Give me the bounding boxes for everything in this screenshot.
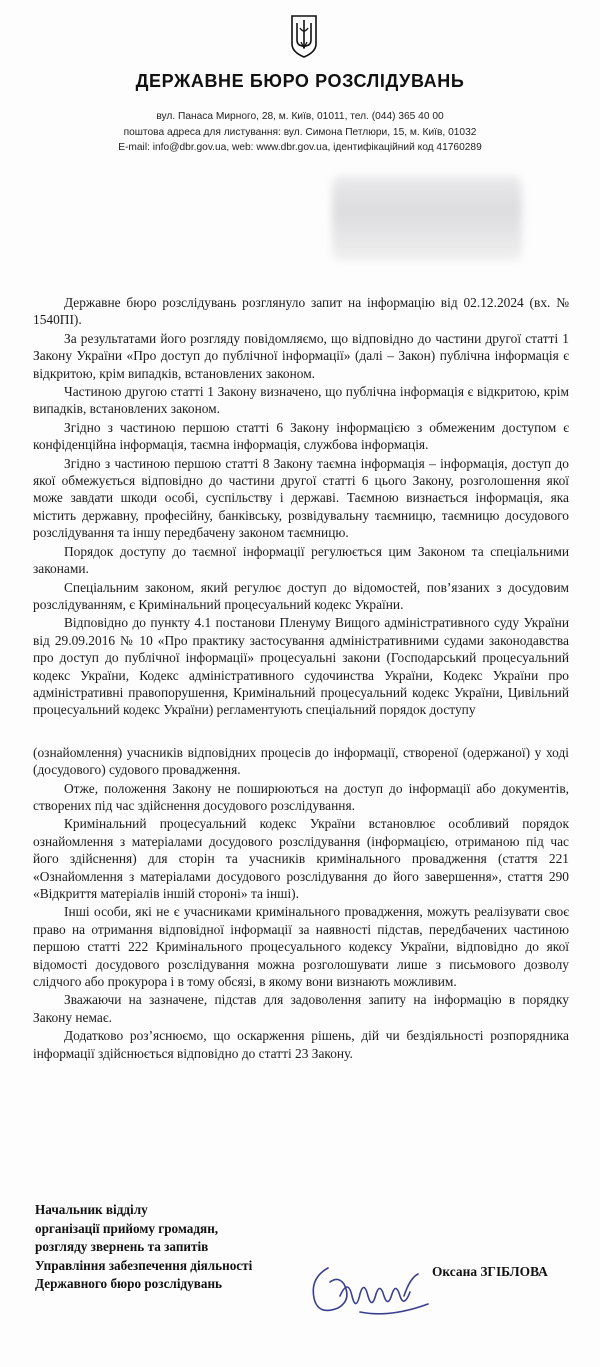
signer-name: Оксана ЗГІБЛОВА bbox=[432, 1264, 548, 1279]
letter-body bbox=[33, 294, 569, 1063]
paragraph: Спеціальним законом, який регулює доступ до відомостей, пов’язаних з досудовим розслідуванням, є Кримінальний процесуальний кодекс України. bbox=[33, 579, 569, 612]
position-line: Державного бюро розслідувань bbox=[35, 1276, 223, 1292]
position-line: Начальник відділу bbox=[35, 1202, 148, 1217]
paragraph: Додатково роз’яснюємо, що оскарження рішень, дій чи бездіяльності розпорядника інформації здійснюється відповідно до статті 23 Закону. bbox=[33, 1028, 569, 1061]
paragraph: Згідно з частиною першою статті 8 Закону таємна інформація – інформація, доступ до якої обмежується відповідно до частини другої статті 6 цього Закону, розголошення якої може завдати шкоди особі, суспільству і державі. Таємною визнається інформація, яка містить державну, професійну, банківську, розвідувальну таємницю, таємницю досудового розслідування та іншу передбачену законом таємницю. bbox=[33, 455, 569, 541]
paragraph: Інші особи, які не є учасниками кримінального провадження, можуть реалізувати своє право на отримання відповідної інформації за наявності підстав, передбачених частиною першою статті 222 Кримінального процесуального кодексу України, відповідно до якої відомості досудового розслідування можна розголошувати лише з письмового дозволу слідчого або прокурора і в тому обсязі, в якому вони визнають можливим. bbox=[33, 904, 569, 990]
paragraph: Отже, положення Закону не поширюються на доступ до інформації або документів, створених під час здійснення досудового розслідування. bbox=[33, 780, 569, 813]
paragraph: Зважаючи на зазначене, підстав для задоволення запиту на інформацію в порядку Закону немає. bbox=[33, 992, 569, 1025]
signer-position bbox=[35, 1201, 252, 1294]
coat-of-arms-icon bbox=[290, 14, 318, 58]
redacted-addressee bbox=[332, 176, 522, 261]
contacts-line: E-mail: info@dbr.gov.ua, web: www.dbr.gov.ua, ідентифікаційний код 41760289 bbox=[118, 142, 482, 153]
postal-address-line: поштова адреса для листування: вул. Симона Петлюри, 15, м. Київ, 01032 bbox=[123, 127, 477, 138]
address-line: вул. Панаса Мирного, 28, м. Київ, 01011, тел. (044) 365 40 00 bbox=[156, 111, 444, 122]
handwritten-signature bbox=[300, 1238, 440, 1328]
paragraph: За результатами його розгляду повідомляємо, що відповідно до частини другої статті 1 Закону України «Про доступ до публічної інформації» (далі – Закон) публічна інформація є відкритою, крім випадків, встановлених законом. bbox=[33, 330, 569, 381]
paragraph: Частиною другою статті 1 Закону визначено, що публічна інформація є відкритою, крім випадків, встановлених законом. bbox=[33, 384, 569, 417]
organization-name: ДЕРЖАВНЕ БЮРО РОЗСЛІДУВАНЬ bbox=[135, 71, 465, 91]
paragraph: Згідно з частиною першою статті 6 Закону інформацією з обмеженим доступом є конфіденційна інформація, таємна інформація, службова інформація. bbox=[33, 419, 569, 453]
position-line: Управління забезпечення діяльності bbox=[35, 1257, 253, 1273]
page-break-gap bbox=[33, 720, 569, 744]
paragraph: Державне бюро розслідувань розглянуло запит на інформацію від 02.12.2024 (вх. № 1540ПІ). bbox=[33, 295, 569, 328]
paragraph-continuation: (ознайомлення) учасників відповідних процесів до інформації, створеної (одержаної) у ході (досудового) судового провадження. bbox=[33, 744, 569, 778]
paragraph: Відповідно до пункту 4.1 постанови Пленуму Вищого адміністративного суду України від 29.09.2016 № 10 «Про практику застосування адміністративними судами законодавства про доступ до публічної інформації» процесуальні закони (Господарський процесуальний кодекс України, Кодекс адміністративного судочинства України, Кодекс України про адміністративні правопорушення, Кримінальний процесуальний кодекс України, Цивільний процесуальний кодекс України) регламентують спеціальний порядок доступу bbox=[33, 615, 569, 718]
position-line: розгляду звернень та запитів bbox=[35, 1239, 209, 1255]
position-line: організації прийому громадян, bbox=[35, 1220, 219, 1236]
paragraph: Порядок доступу до таємної інформації регулюється цим Законом та спеціальними законами. bbox=[33, 543, 569, 577]
paragraph: Кримінальний процесуальний кодекс України встановлює особливий порядок ознайомлення з матеріалами досудового розслідування (інформацією, отриманою під час його здійснення) для сторін та учасників кримінального провадження (стаття 221 «Ознайомлення з матеріалами досудового розслідування до його завершення», стаття 290 «Відкриття матеріалів іншій стороні» та інші). bbox=[33, 816, 569, 901]
